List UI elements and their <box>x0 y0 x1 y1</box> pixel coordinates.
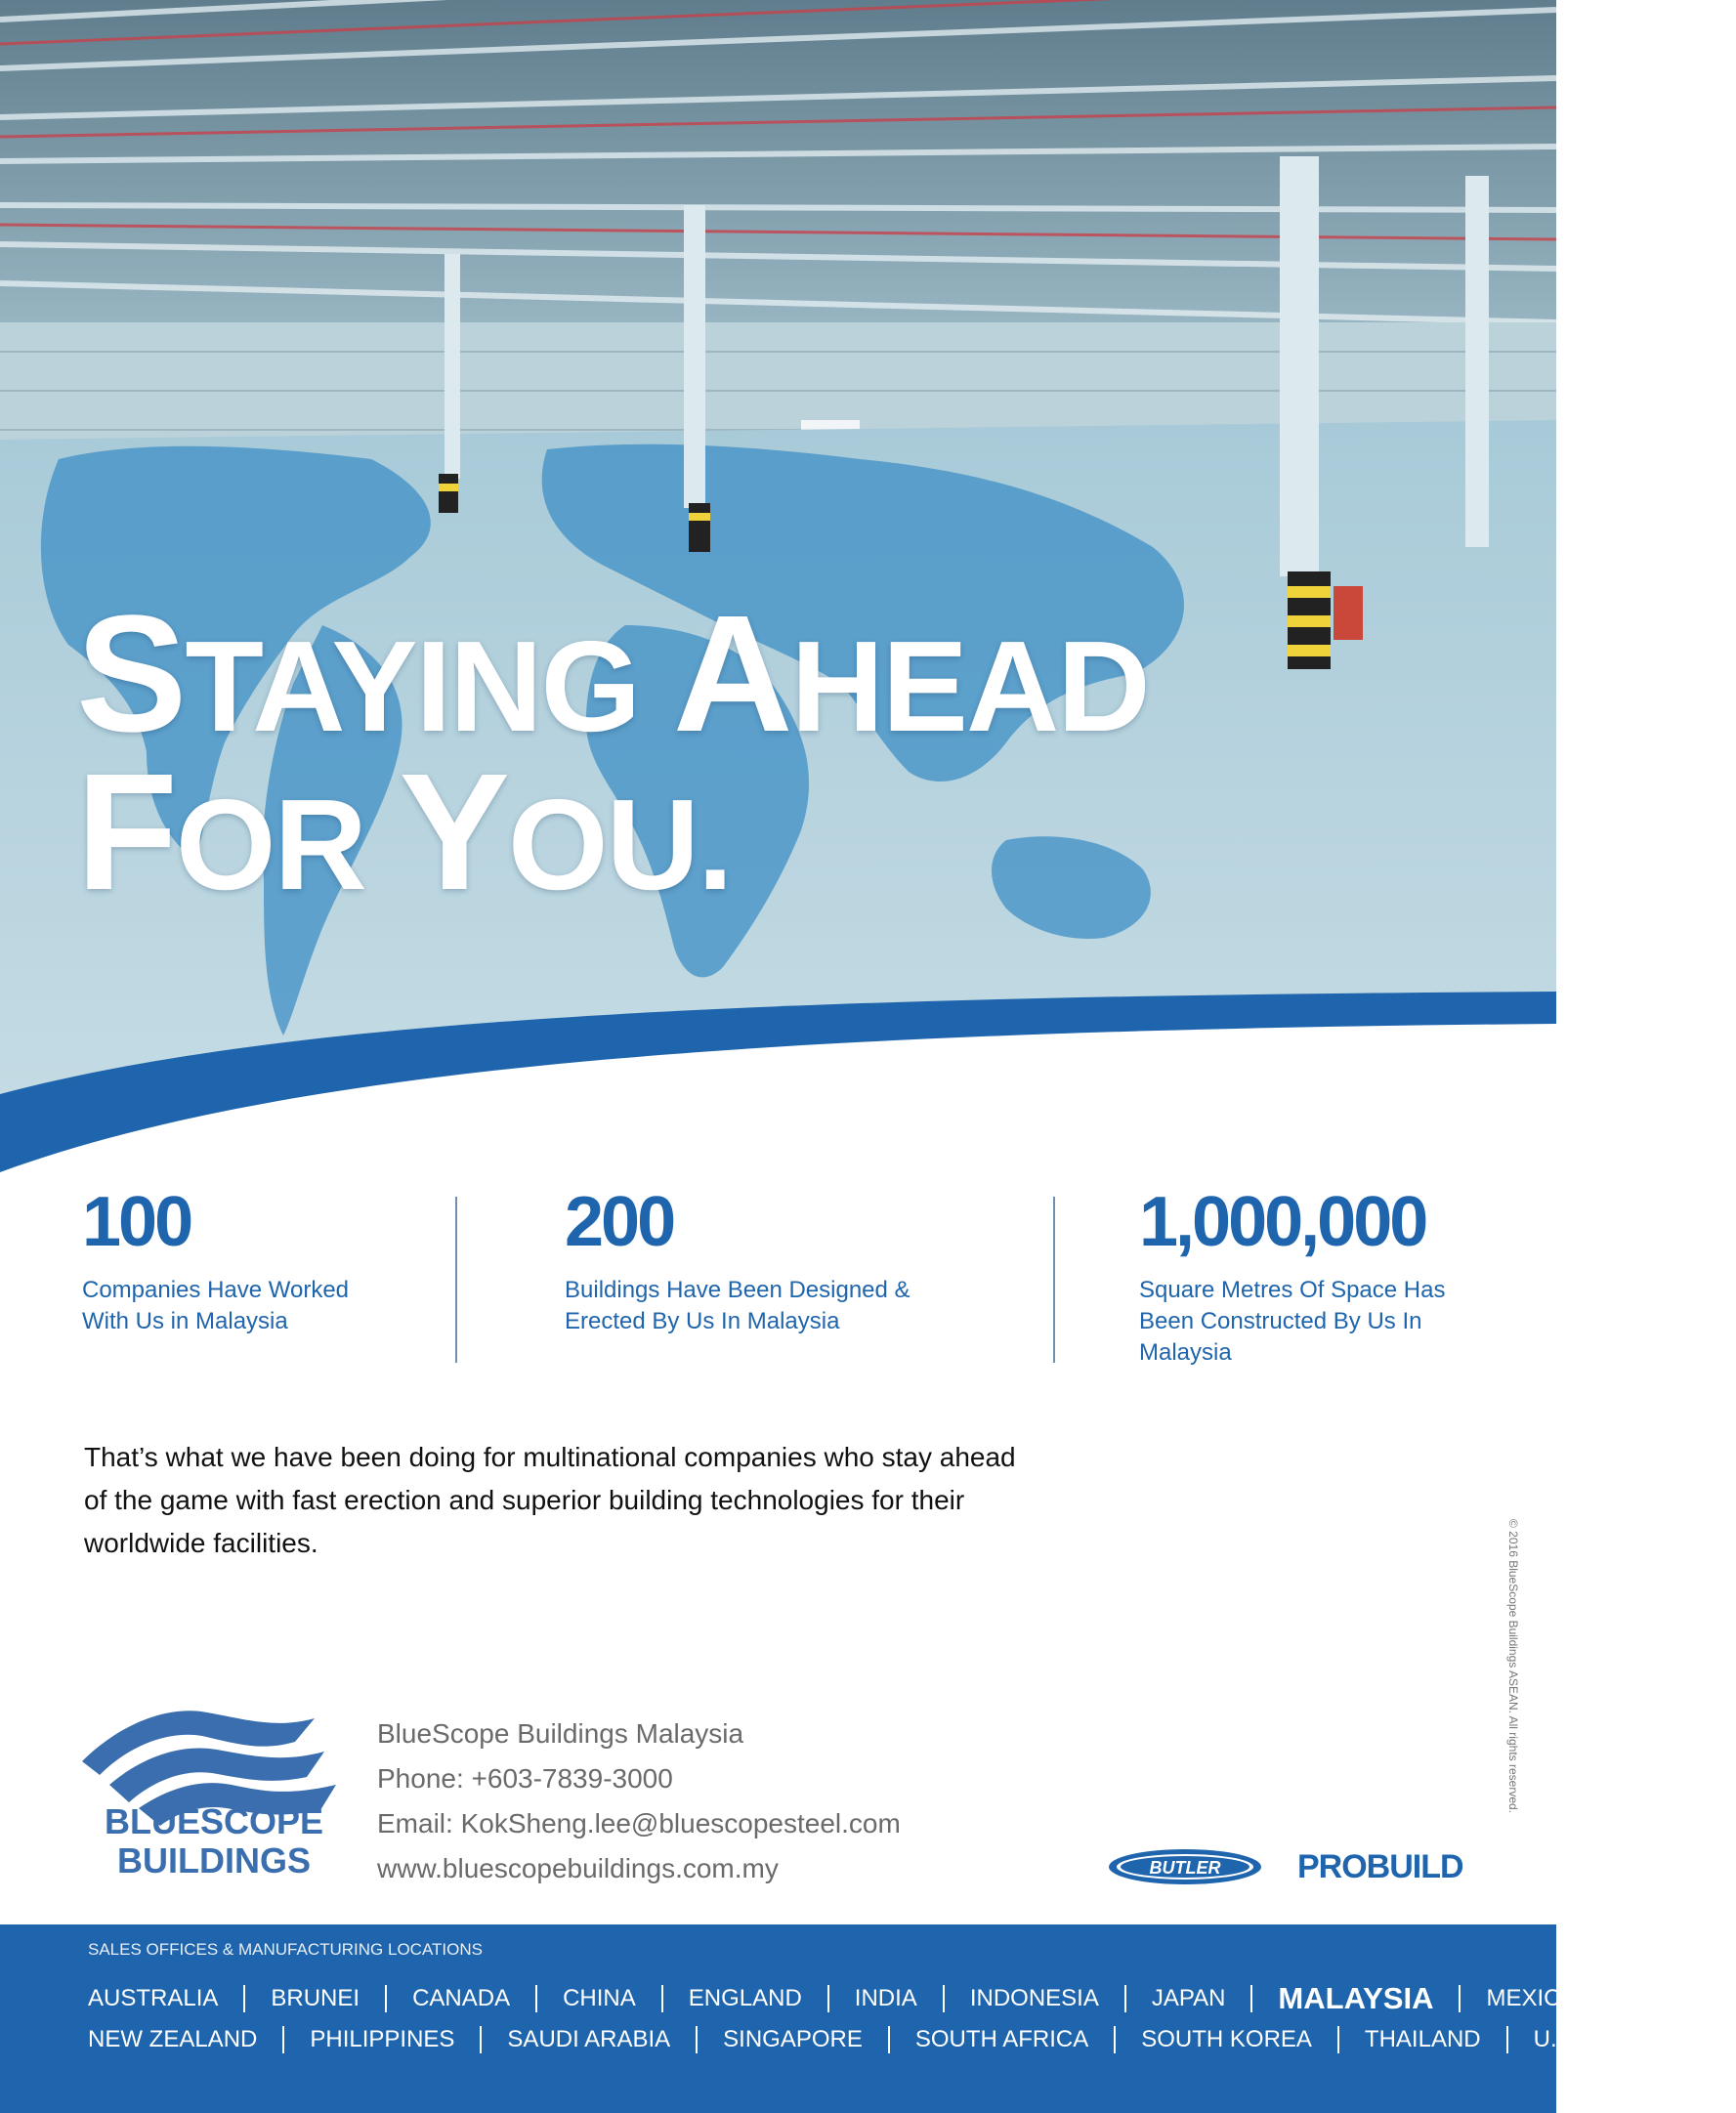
stat-companies <box>82 1183 375 1337</box>
location-separator <box>1114 2026 1116 2053</box>
stat-divider <box>455 1197 457 1363</box>
contact-company: BlueScope Buildings Malaysia <box>377 1718 744 1749</box>
location-separator <box>282 2026 284 2053</box>
headline-initial-a: A <box>672 581 791 767</box>
copyright-notice <box>1504 1519 1524 1851</box>
headline-initial-s: S <box>76 581 186 767</box>
stat-number: 100 <box>82 1183 191 1261</box>
headline-word-for: OR <box>175 772 400 916</box>
body-paragraph: That’s what we have been doing for multinational companies who stay ahead of the game with fast erection and superior building technologies for their worldwide facilities. <box>84 1442 1016 1558</box>
headline-line-1 <box>76 581 1149 767</box>
location-separator <box>243 1985 245 2012</box>
location-separator <box>1124 1985 1126 2012</box>
location-item: SAUDI ARABIA <box>507 2026 671 2052</box>
headline-line-2 <box>76 739 1149 925</box>
location-item: AUSTRALIA <box>88 1985 219 2011</box>
location-separator <box>696 2026 698 2053</box>
contact-email[interactable]: Email: KokSheng.lee@bluescopesteel.com <box>377 1808 901 1838</box>
stat-description: Buildings Have Been Designed & Erected By Us In Malaysia <box>565 1277 910 1334</box>
stat-square-metres <box>1139 1183 1461 1369</box>
stat-divider <box>1053 1197 1055 1363</box>
stat-number: 1,000,000 <box>1139 1183 1426 1261</box>
location-separator <box>1604 2026 1606 2053</box>
location-item: SOUTH KOREA <box>1141 2026 1312 2052</box>
headline-initial-f: F <box>76 739 176 925</box>
location-item: MEXICO <box>1486 1985 1580 2011</box>
hero-image <box>0 0 1556 1172</box>
locations-footer <box>0 1924 1736 2113</box>
location-item: CHINA <box>563 1985 636 2011</box>
location-separator <box>888 2026 890 2053</box>
location-item: JAPAN <box>1151 1985 1226 2011</box>
stat-description: Companies Have Worked With Us in Malaysia <box>82 1277 350 1334</box>
headline <box>76 581 1149 925</box>
copyright-text: © 2016 BlueScope Buildings ASEAN. All rights reserved. <box>1506 1519 1520 1814</box>
logo-wordmark <box>102 1802 326 1881</box>
location-separator <box>943 1985 945 2012</box>
stat-description: Square Metres Of Space Has Been Constructed By Us In Malaysia <box>1139 1277 1446 1366</box>
location-separator <box>1250 1985 1252 2012</box>
location-separator <box>827 1985 829 2012</box>
stats-section <box>0 1183 1556 1373</box>
location-separator <box>480 2026 482 2053</box>
location-separator <box>661 1985 663 2012</box>
locations-row-2 <box>88 2026 1736 2053</box>
location-item: PHILIPPINES <box>310 2026 455 2052</box>
location-separator <box>535 1985 537 2012</box>
location-separator <box>1506 2026 1508 2053</box>
location-item: CANADA <box>412 1985 511 2011</box>
headline-initial-y: Y <box>399 739 508 925</box>
probuild-logo: PROBUILD <box>1297 1848 1463 1885</box>
butler-text: BUTLER <box>1149 1858 1221 1878</box>
location-separator <box>1459 1985 1461 2012</box>
location-separator <box>1337 2026 1339 2053</box>
footer-heading: SALES OFFICES & MANUFACTURING LOCATIONS <box>88 1940 483 1959</box>
butler-logo <box>1107 1846 1263 1887</box>
location-item: BRUNEI <box>271 1985 360 2011</box>
location-item: ENGLAND <box>688 1985 802 2011</box>
headline-word-staying: TAYING <box>185 614 673 758</box>
location-item: INDONESIA <box>969 1985 1099 2011</box>
location-item: INDIA <box>854 1985 917 2011</box>
headline-word-you: OU. <box>507 772 732 916</box>
locations-row-1 <box>88 1981 1579 2016</box>
stat-number: 200 <box>565 1183 674 1261</box>
headline-word-ahead: HEAD <box>790 614 1149 758</box>
location-item: MALAYSIA <box>1278 1981 1434 2015</box>
location-item: SINGAPORE <box>723 2026 863 2052</box>
contact-phone: Phone: +603-7839-3000 <box>377 1763 673 1794</box>
stat-buildings <box>565 1183 936 1337</box>
location-separator <box>385 1985 387 2012</box>
contact-website[interactable]: www.bluescopebuildings.com.my <box>377 1853 779 1883</box>
location-item: SOUTH AFRICA <box>914 2026 1089 2052</box>
logo-line-2: BUILDINGS <box>117 1840 311 1881</box>
contact-block <box>377 1712 901 1891</box>
location-item: U.S. <box>1533 2026 1580 2052</box>
logo-line-1: BLUESCOPE <box>104 1801 324 1841</box>
location-item: THAILAND <box>1364 2026 1481 2052</box>
location-item: NEW ZEALAND <box>88 2026 258 2052</box>
location-item: VIETNAM <box>1631 2026 1736 2052</box>
